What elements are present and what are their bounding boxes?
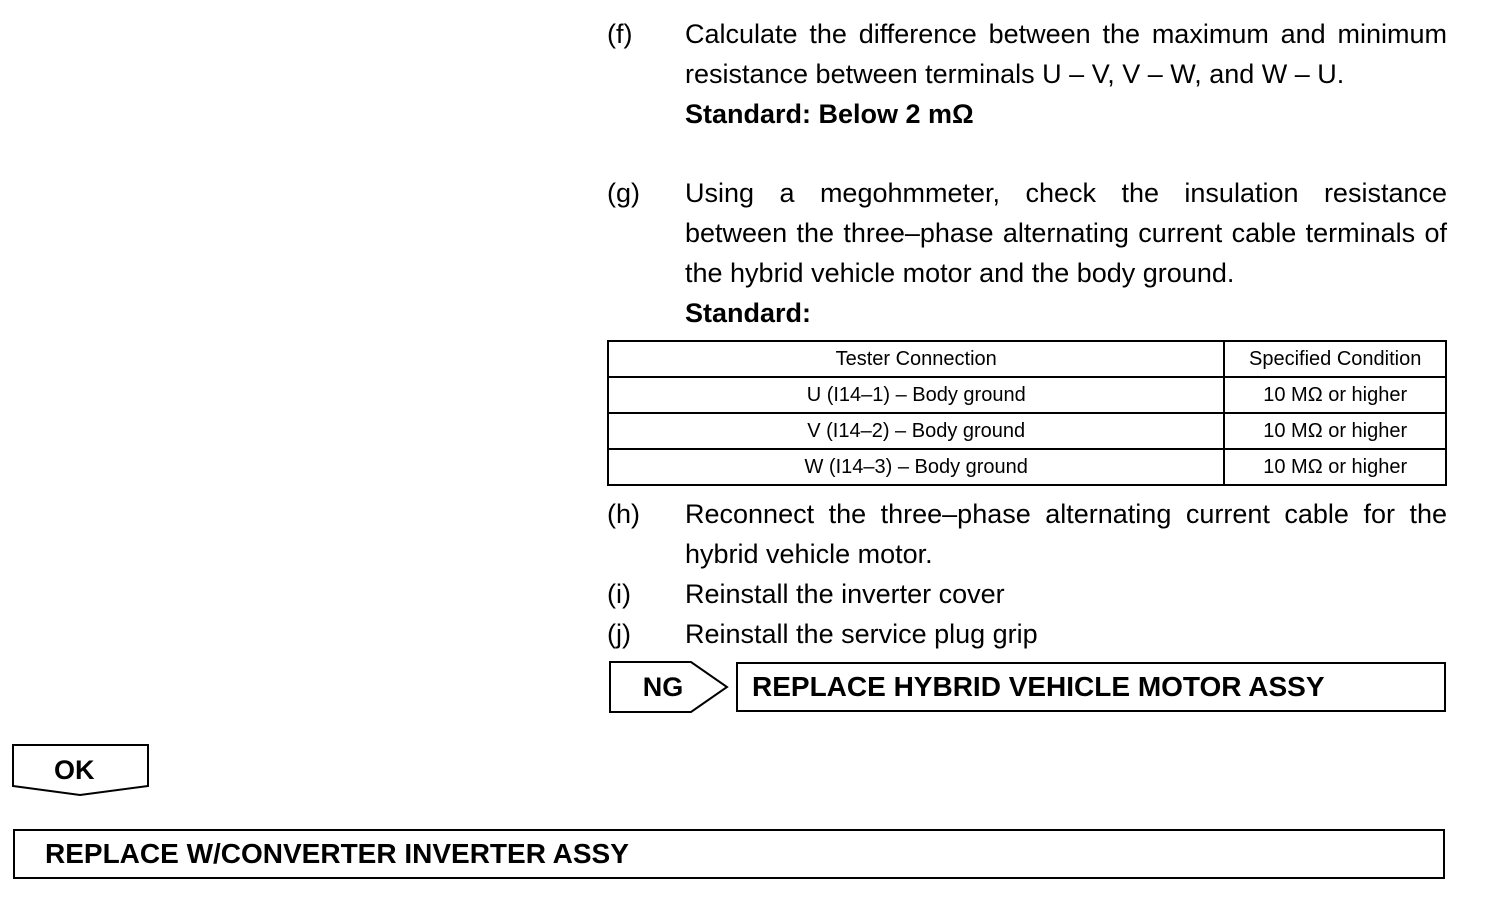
step-f-text: Calculate the difference between the maximum and minimum resistance between terminals U – V, V – W, and W – U. xyxy=(685,19,1447,89)
header-specified-condition: Specified Condition xyxy=(1224,341,1446,377)
step-h-text: Reconnect the three–phase alternating current cable for the hybrid vehicle motor. xyxy=(685,499,1447,569)
step-h-label: (h) xyxy=(607,499,640,529)
ok-action-box xyxy=(13,829,1445,879)
step-f-label: (f) xyxy=(607,19,633,49)
ng-label: NG xyxy=(642,672,684,702)
specified-condition-cell: 10 MΩ or higher xyxy=(1224,449,1446,485)
step-g xyxy=(607,173,1447,333)
step-f xyxy=(607,14,1447,134)
step-j xyxy=(607,614,1447,654)
tester-connection-cell: V (I14–2) – Body ground xyxy=(608,413,1224,449)
step-h xyxy=(607,494,1447,574)
ng-arrow-tag xyxy=(609,661,731,713)
header-tester-connection: Tester Connection xyxy=(608,341,1224,377)
step-i-text: Reinstall the inverter cover xyxy=(685,579,1005,609)
table-row xyxy=(608,449,1446,485)
ng-action-text: REPLACE HYBRID VEHICLE MOTOR ASSY xyxy=(752,671,1325,702)
spec-table xyxy=(607,340,1447,486)
specified-condition-cell: 10 MΩ or higher xyxy=(1224,377,1446,413)
tester-connection-cell: U (I14–1) – Body ground xyxy=(608,377,1224,413)
table-row xyxy=(608,413,1446,449)
step-f-standard: Standard: Below 2 mΩ xyxy=(685,99,974,129)
step-i-label: (i) xyxy=(607,579,631,609)
ok-arrow-tag xyxy=(12,744,149,796)
step-g-label: (g) xyxy=(607,178,640,208)
step-j-label: (j) xyxy=(607,619,631,649)
step-i xyxy=(607,574,1447,614)
ok-action-text: REPLACE W/CONVERTER INVERTER ASSY xyxy=(45,838,629,869)
step-j-text: Reinstall the service plug grip xyxy=(685,619,1038,649)
specified-condition-cell: 10 MΩ or higher xyxy=(1224,413,1446,449)
ok-label: OK xyxy=(54,755,95,785)
spec-table-header-row xyxy=(608,341,1446,377)
tester-connection-cell: W (I14–3) – Body ground xyxy=(608,449,1224,485)
step-g-standard: Standard: xyxy=(685,298,812,328)
table-row xyxy=(608,377,1446,413)
step-g-text: Using a megohmmeter, check the insulation resistance between the three–phase alternating current cable terminals of the hybrid vehicle motor and the body ground. xyxy=(685,178,1447,288)
ng-action-box xyxy=(736,662,1446,712)
